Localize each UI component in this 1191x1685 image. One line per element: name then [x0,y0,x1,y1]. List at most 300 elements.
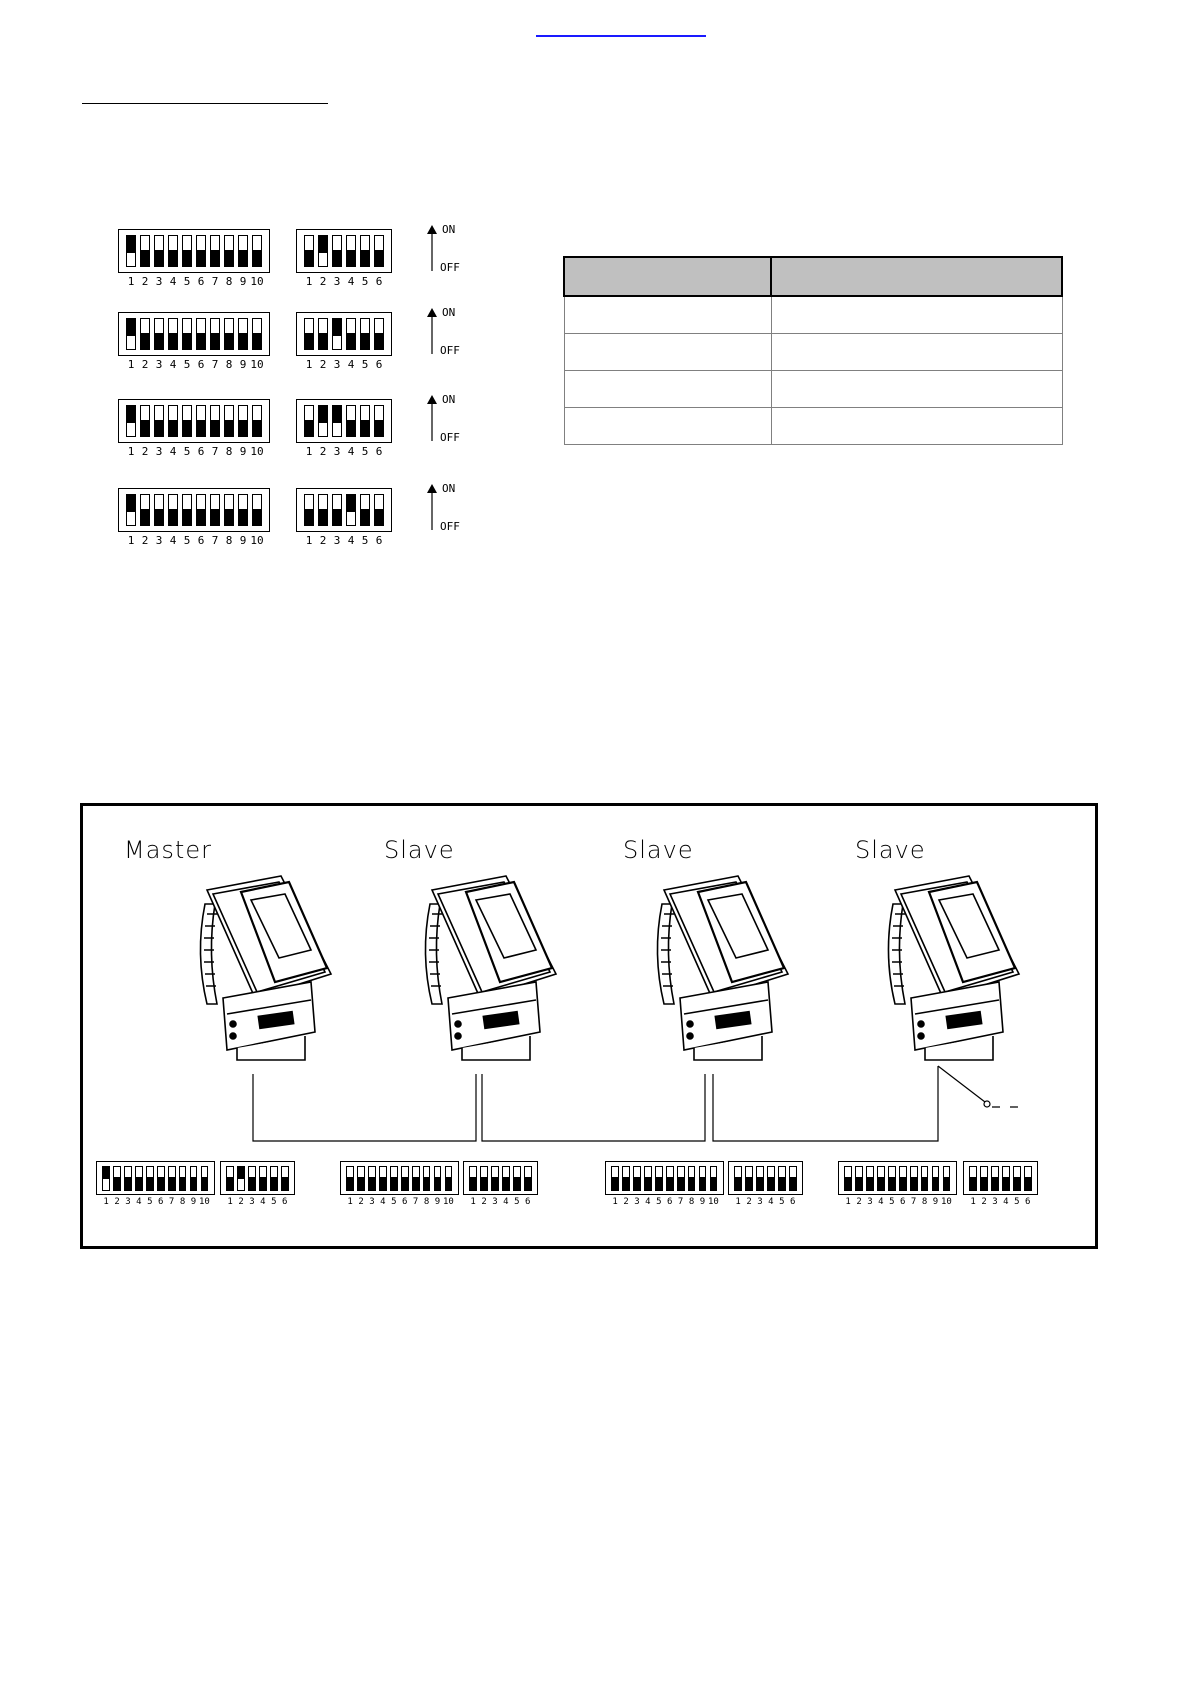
dip-toggle-knob [282,1177,288,1190]
dip-toggle [126,494,136,526]
dip-toggle [226,1166,234,1191]
dip-number: 4 [878,1197,884,1208]
table-header-cell [564,257,771,296]
dip-toggle-knob [424,1177,430,1190]
dip-toggle [734,1166,742,1191]
dip-toggle [237,1166,245,1191]
dip-toggle [745,1166,753,1191]
dip-toggle [281,1166,289,1191]
dip-toggle-knob [435,1177,441,1190]
dip-toggle-knob [361,509,369,526]
dip-number: 7 [168,1197,175,1208]
dip-toggle [179,1166,187,1191]
dip-number: 7 [211,445,219,458]
dip-toggle [491,1166,499,1191]
dip-toggle [210,235,220,267]
dip-toggle [224,235,234,267]
dip-number: 10 [250,445,264,458]
dip-toggle [238,235,248,267]
dip-toggle [1002,1166,1010,1191]
dip-toggle [196,405,206,437]
dip-toggle-knob [141,333,149,350]
dip-toggle [910,1166,918,1191]
dip-toggle [332,318,342,350]
table-cell [771,408,1062,445]
dip-toggle-knob [358,1177,364,1190]
dip-toggle-knob [845,1177,851,1190]
dip-number: 2 [238,1197,244,1208]
dip-toggle-knob [375,333,383,350]
dip-toggle [252,235,262,267]
dip-toggle-knob [645,1177,651,1190]
dip-number: 6 [197,445,205,458]
dip-toggle [332,405,342,437]
dip-toggle-knob [183,509,191,526]
dip-toggle [270,1166,278,1191]
dip-toggle-knob [169,509,177,526]
table-row [564,334,1062,371]
dip-toggle-knob [253,250,261,267]
dip-toggle-knob [1003,1177,1009,1190]
dip-number: 3 [369,1197,375,1208]
dip-toggle-knob [253,420,261,437]
dip-toggle [304,318,314,350]
dip-number: 7 [211,358,219,371]
table-row [564,408,1062,445]
dip-number: 6 [375,275,383,288]
dip-number: 1 [127,275,135,288]
dip-toggle-knob [155,420,163,437]
dip-number: 4 [645,1197,651,1208]
dip-number: 6 [525,1197,531,1208]
dip-toggle-knob [333,250,341,267]
dip-toggle-knob [514,1177,520,1190]
dip-number: 8 [225,445,233,458]
dip-number: 1 [305,275,313,288]
dip-toggle [360,235,370,267]
dip-number: 1 [470,1197,476,1208]
dip-number: 2 [856,1197,862,1208]
dip-number: 3 [333,445,341,458]
dip-toggle-knob [689,1177,695,1190]
header-link-underline[interactable] [536,35,706,37]
dip-number: 4 [347,534,355,547]
dip-toggle-knob [768,1177,774,1190]
dip-toggle [196,235,206,267]
dip-toggle-knob [333,509,341,526]
dip-number: 5 [183,358,191,371]
dip-toggle-knob [114,1177,120,1190]
dip-toggle-knob [992,1177,998,1190]
dip-toggle-knob [183,333,191,350]
dip-toggle [866,1166,874,1191]
dip-toggle [252,494,262,526]
dip-toggle [135,1166,143,1191]
dip-number: 2 [319,358,327,371]
dip-number: 2 [981,1197,987,1208]
led-flood-light-fixture [193,864,343,1074]
dip-toggle [390,1166,398,1191]
dip-toggle [126,318,136,350]
dip-number: 8 [688,1197,695,1208]
dip-toggle [699,1166,707,1191]
dip-toggle [168,494,178,526]
dip-number: 1 [127,445,135,458]
dip-number: 4 [169,445,177,458]
dip-toggle [190,1166,198,1191]
dip-number: 1 [127,534,135,547]
dip-toggle-knob [944,1177,950,1190]
cable-link [482,1074,705,1141]
unit-label-slave: Slave [623,836,694,864]
dip-number: 7 [211,534,219,547]
dip-toggle [502,1166,510,1191]
dip-toggle [980,1166,988,1191]
dip-toggle [412,1166,420,1191]
dip-toggle-knob [735,1177,741,1190]
dip-toggle [224,405,234,437]
dip-number: 3 [155,358,163,371]
dip-toggle-knob [347,420,355,437]
dip-number: 6 [900,1197,906,1208]
dip-number: 10 [250,275,264,288]
dip-toggle-knob [225,420,233,437]
dip-number: 5 [1014,1197,1020,1208]
dip-number: 6 [667,1197,673,1208]
dip-toggle-knob [481,1177,487,1190]
dip-number: 3 [333,358,341,371]
dip-toggle-knob [260,1177,266,1190]
dip-toggle-knob [711,1177,717,1190]
dip-number: 2 [319,275,327,288]
dip-toggle [126,405,136,437]
dip-toggle-knob [779,1177,785,1190]
dip-number: 1 [305,358,313,371]
dip-toggle-knob [180,1177,186,1190]
dip-toggle [710,1166,718,1191]
dip-number: 7 [677,1197,684,1208]
dip-toggle [182,318,192,350]
dip-number: 9 [239,358,247,371]
dip-toggle [196,494,206,526]
dip-toggle [210,318,220,350]
dip-number: 6 [282,1197,288,1208]
dip-toggle-knob [700,1177,706,1190]
dip-number: 2 [114,1197,120,1208]
dip-toggle-knob [922,1177,928,1190]
dip-toggle-knob [933,1177,939,1190]
dip-toggle-knob [380,1177,386,1190]
arrow-up-icon [426,484,438,530]
terminator-plug [984,1101,990,1107]
dip-toggle-knob [211,420,219,437]
dip-number: 7 [412,1197,419,1208]
table-header-cell [771,257,1062,296]
dip-toggle [182,494,192,526]
dip-number: 8 [179,1197,186,1208]
dip-toggle [126,235,136,267]
dip-number: 5 [183,534,191,547]
dip-toggle-knob [191,1177,197,1190]
master-slave-diagram [80,803,1098,1249]
dip-number: 9 [239,534,247,547]
dip-toggle-knob [678,1177,684,1190]
dip-number: 4 [1003,1197,1009,1208]
dip-toggle-knob [305,420,313,437]
dip-number: 5 [779,1197,785,1208]
on-label: ON [442,482,456,495]
dip-toggle-knob [361,420,369,437]
dip-toggle-knob [1014,1177,1020,1190]
dip-toggle-knob [249,1177,255,1190]
dip-toggle-knob [155,250,163,267]
dip-number: 1 [735,1197,741,1208]
dip-number: 3 [333,534,341,547]
dip-toggle [855,1166,863,1191]
dip-toggle-knob [878,1177,884,1190]
dip-toggle [252,405,262,437]
dip-toggle-knob [155,509,163,526]
table-cell [564,371,771,408]
dip-number: 3 [757,1197,763,1208]
dip-number: 9 [699,1197,706,1208]
dip-toggle [140,494,150,526]
dip-number: 7 [211,275,219,288]
dip-toggle [154,405,164,437]
dip-toggle [767,1166,775,1191]
dip-toggle-knob [239,250,247,267]
off-label: OFF [440,261,460,274]
dip-number: 5 [361,358,369,371]
dip-toggle [140,405,150,437]
dip-toggle [789,1166,797,1191]
dip-toggle-knob [239,333,247,350]
dip-toggle [196,318,206,350]
dip-toggle-knob [197,250,205,267]
dip-toggle [224,318,234,350]
dip-toggle-knob [239,509,247,526]
dip-number: 7 [910,1197,917,1208]
dip-toggle-knob [271,1177,277,1190]
table-cell [771,334,1062,371]
dip-toggle [332,235,342,267]
dip-toggle-knob [141,420,149,437]
dip-number: 6 [402,1197,408,1208]
dip-toggle-knob [413,1177,419,1190]
dip-toggle [201,1166,209,1191]
dip-number: 2 [319,534,327,547]
dip-number: 5 [514,1197,520,1208]
cable-link [253,1074,476,1141]
dip-toggle [677,1166,685,1191]
address-table [563,256,1063,445]
dip-toggle [140,235,150,267]
dip-toggle-knob [155,333,163,350]
off-label: OFF [440,431,460,444]
dip-number: 1 [103,1197,109,1208]
dip-toggle [318,494,328,526]
dip-toggle [157,1166,165,1191]
cable-link [713,1066,938,1141]
dip-toggle [146,1166,154,1191]
dip-toggle-knob [103,1167,109,1180]
dip-number: 10 [250,358,264,371]
dip-toggle-knob [305,333,313,350]
dip-toggle [124,1166,132,1191]
dip-toggle-knob [225,333,233,350]
dip-toggle [445,1166,453,1191]
dip-toggle-knob [158,1177,164,1190]
dip-toggle-knob [375,420,383,437]
dip-toggle-knob [211,250,219,267]
table-cell [564,296,771,334]
dip-toggle [888,1166,896,1191]
dip-number: 3 [492,1197,498,1208]
dip-toggle [633,1166,641,1191]
dip-toggle [210,494,220,526]
dip-number: 9 [239,445,247,458]
dip-toggle-knob [211,333,219,350]
on-label: ON [442,306,456,319]
dip-toggle [1013,1166,1021,1191]
dip-toggle-knob [889,1177,895,1190]
dip-toggle-knob [333,319,341,336]
dip-number: 1 [305,445,313,458]
dip-toggle-knob [347,495,355,512]
dip-number: 1 [845,1197,851,1208]
dip-toggle-knob [197,509,205,526]
dip-toggle-knob [305,509,313,526]
dip-number: 1 [305,534,313,547]
dip-number: 3 [155,275,163,288]
dip-toggle [304,405,314,437]
dip-toggle [168,1166,176,1191]
dip-number: 4 [347,358,355,371]
table-cell [771,371,1062,408]
dip-number: 5 [889,1197,895,1208]
dip-number: 8 [921,1197,928,1208]
dip-toggle [611,1166,619,1191]
dip-number: 6 [375,534,383,547]
dip-toggle-knob [227,1177,233,1190]
dip-toggle [238,405,248,437]
dip-number: 2 [481,1197,487,1208]
dip-toggle-knob [127,406,135,423]
dip-number: 6 [790,1197,796,1208]
dip-toggle [368,1166,376,1191]
dip-toggle [622,1166,630,1191]
dip-toggle-knob [197,333,205,350]
dip-toggle [423,1166,431,1191]
dip-number: 1 [227,1197,233,1208]
dip-number: 2 [319,445,327,458]
dip-number: 2 [141,358,149,371]
dip-number: 4 [347,445,355,458]
dip-number: 4 [169,275,177,288]
dip-toggle [252,318,262,350]
dip-toggle [154,235,164,267]
dip-number: 1 [127,358,135,371]
dip-toggle-knob [867,1177,873,1190]
dip-toggle-knob [125,1177,131,1190]
section-heading-underline [82,103,328,104]
dip-toggle [991,1166,999,1191]
dip-number: 6 [197,275,205,288]
dip-toggle [332,494,342,526]
dip-toggle [304,494,314,526]
dip-number: 3 [155,445,163,458]
dip-toggle-knob [1025,1177,1031,1190]
dip-number: 8 [225,275,233,288]
dip-number: 2 [623,1197,629,1208]
dip-toggle [168,405,178,437]
unit-label-slave: Slave [384,836,455,864]
dip-toggle-knob [253,509,261,526]
dip-number: 5 [361,534,369,547]
dip-toggle-knob [446,1177,452,1190]
dip-toggle-knob [900,1177,906,1190]
dip-number: 1 [612,1197,618,1208]
table-cell [564,334,771,371]
dip-toggle [318,318,328,350]
dip-toggle [168,235,178,267]
dip-number: 4 [260,1197,266,1208]
dip-toggle [756,1166,764,1191]
dip-number: 2 [141,275,149,288]
dip-number: 9 [932,1197,939,1208]
dip-toggle [969,1166,977,1191]
dip-toggle [182,235,192,267]
dip-toggle-knob [656,1177,662,1190]
dip-toggle-knob [136,1177,142,1190]
dip-toggle [346,235,356,267]
dip-number: 2 [358,1197,364,1208]
dip-toggle-knob [319,333,327,350]
dip-toggle-knob [623,1177,629,1190]
dip-toggle [524,1166,532,1191]
dip-number: 10 [442,1197,454,1208]
dip-number: 6 [1025,1197,1031,1208]
dip-toggle-knob [347,333,355,350]
dip-toggle-knob [202,1177,208,1190]
dip-toggle-knob [197,420,205,437]
off-label: OFF [440,520,460,533]
dip-toggle-knob [253,333,261,350]
dip-toggle [346,405,356,437]
led-flood-light-fixture [881,864,1031,1074]
dip-toggle-knob [503,1177,509,1190]
dip-toggle-knob [169,333,177,350]
dip-toggle-knob [238,1167,244,1180]
dip-toggle-knob [525,1177,531,1190]
dip-toggle-knob [612,1177,618,1190]
dip-toggle [168,318,178,350]
dip-toggle-knob [347,1177,353,1190]
dip-toggle [238,494,248,526]
dip-toggle-knob [147,1177,153,1190]
dip-toggle [666,1166,674,1191]
dip-toggle [655,1166,663,1191]
dip-toggle-knob [790,1177,796,1190]
dip-toggle-knob [169,1177,175,1190]
dip-toggle [154,318,164,350]
dip-toggle-knob [319,509,327,526]
dip-toggle [374,318,384,350]
dip-toggle [318,405,328,437]
dip-number: 5 [391,1197,397,1208]
table-row [564,296,1062,334]
dip-toggle [210,405,220,437]
